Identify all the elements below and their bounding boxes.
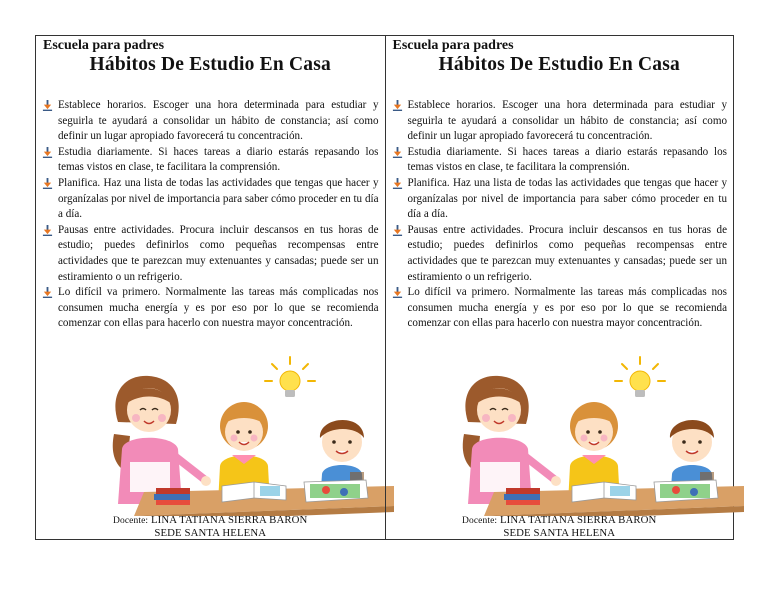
sede-name: SEDE SANTA HELENA xyxy=(503,527,616,539)
docente-name: LINA TATIANA SIERRA BARON xyxy=(150,514,308,526)
bullet-arrow-icon xyxy=(392,225,403,236)
picture-book xyxy=(654,480,718,502)
bullet-arrow-icon xyxy=(392,147,403,158)
lightbulb-icon xyxy=(615,357,665,397)
tip-item xyxy=(41,285,379,332)
sede-name: SEDE SANTA HELENA xyxy=(154,527,267,539)
tips-list xyxy=(391,98,728,332)
flyer-panel xyxy=(385,36,734,539)
mother-figure xyxy=(462,376,560,504)
tip-item xyxy=(391,223,728,285)
docente-label: Docente: xyxy=(462,516,498,526)
bullet-arrow-icon xyxy=(392,100,403,111)
tip-text: Lo difícil va primero. Normalmente las tareas más complicadas nos consumen mucha energía y es por eso por lo que se recomienda comenzar con ellas para hacerlo con nuestra mayor concentración. xyxy=(407,286,727,330)
flyer-sheet xyxy=(35,35,734,540)
tip-item xyxy=(391,145,728,176)
mother-figure xyxy=(113,376,211,504)
books-stack xyxy=(154,488,190,505)
bullet-arrow-icon xyxy=(42,178,53,189)
bullet-arrow-icon xyxy=(42,147,53,158)
tip-item xyxy=(391,176,728,223)
family-study-illustration xyxy=(104,354,394,516)
tip-item xyxy=(391,285,728,332)
lightbulb-icon xyxy=(265,357,315,397)
flyer-title: Hábitos De Estudio En Casa xyxy=(89,54,331,75)
tip-text: Planifica. Haz una lista de todas las actividades que tengas que hacer y organízalas por nivel de importancia para saber cómo proceder en tu día a día. xyxy=(58,176,379,221)
tip-text: Pausas entre actividades. Procura incluir descansos en tus horas de estudio; puedes definirlos como pequeñas recompensas entre actividades que te parezcan muy extenuantes y cansadas; puede ser un estiramiento o un refrigerio. xyxy=(58,223,379,283)
bullet-arrow-icon xyxy=(42,100,53,111)
bullet-arrow-icon xyxy=(42,225,53,236)
books-stack xyxy=(504,488,540,505)
bullet-arrow-icon xyxy=(392,287,403,298)
teacher-credit xyxy=(386,514,734,539)
school-label: Escuela para padres xyxy=(43,38,165,53)
tip-item xyxy=(41,145,379,176)
picture-book xyxy=(304,480,368,502)
tip-item xyxy=(391,98,728,145)
flyer-panel xyxy=(36,36,385,539)
school-label: Escuela para padres xyxy=(392,38,514,53)
tip-text: Establece horarios. Escoger una hora determinada para estudiar y seguirla te ayudará a consolidar un hábito de constancia; así como definir un lugar apropiado favorecerá tu concentración. xyxy=(407,99,727,143)
tip-item xyxy=(41,223,379,285)
flyer-title: Hábitos De Estudio En Casa xyxy=(438,54,680,75)
teacher-credit xyxy=(36,514,385,539)
docente-label: Docente: xyxy=(113,516,149,526)
bullet-arrow-icon xyxy=(42,287,53,298)
tips-list xyxy=(41,98,379,332)
tip-text: Estudia diariamente. Si haces tareas a diario estarás repasando los temas vistos en clase, te facilitara la comprensión. xyxy=(407,145,727,174)
tip-item xyxy=(41,98,379,145)
family-study-illustration xyxy=(454,354,744,516)
docente-name: LINA TATIANA SIERRA BARON xyxy=(499,514,657,526)
bullet-arrow-icon xyxy=(392,178,403,189)
tip-text: Establece horarios. Escoger una hora determinada para estudiar y seguirla te ayudará a consolidar un hábito de constancia; así como definir un lugar apropiado favorecerá tu concentración. xyxy=(58,99,379,143)
tip-text: Estudia diariamente. Si haces tareas a diario estarás repasando los temas vistos en clase, te facilitara la comprensión. xyxy=(58,145,379,174)
tip-text: Planifica. Haz una lista de todas las actividades que tengas que hacer y organízalas por nivel de importancia para saber cómo proceder en tu día a día. xyxy=(407,176,727,221)
tip-text: Pausas entre actividades. Procura incluir descansos en tus horas de estudio; puedes definirlos como pequeñas recompensas entre actividades que te parezcan muy extenuantes y cansadas; puede ser un estiramiento o un refrigerio. xyxy=(407,223,727,283)
tip-text: Lo difícil va primero. Normalmente las tareas más complicadas nos consumen mucha energía y es por eso por lo que se recomienda comenzar con ellas para hacerlo con nuestra mayor concentración. xyxy=(58,286,379,330)
tip-item xyxy=(41,176,379,223)
